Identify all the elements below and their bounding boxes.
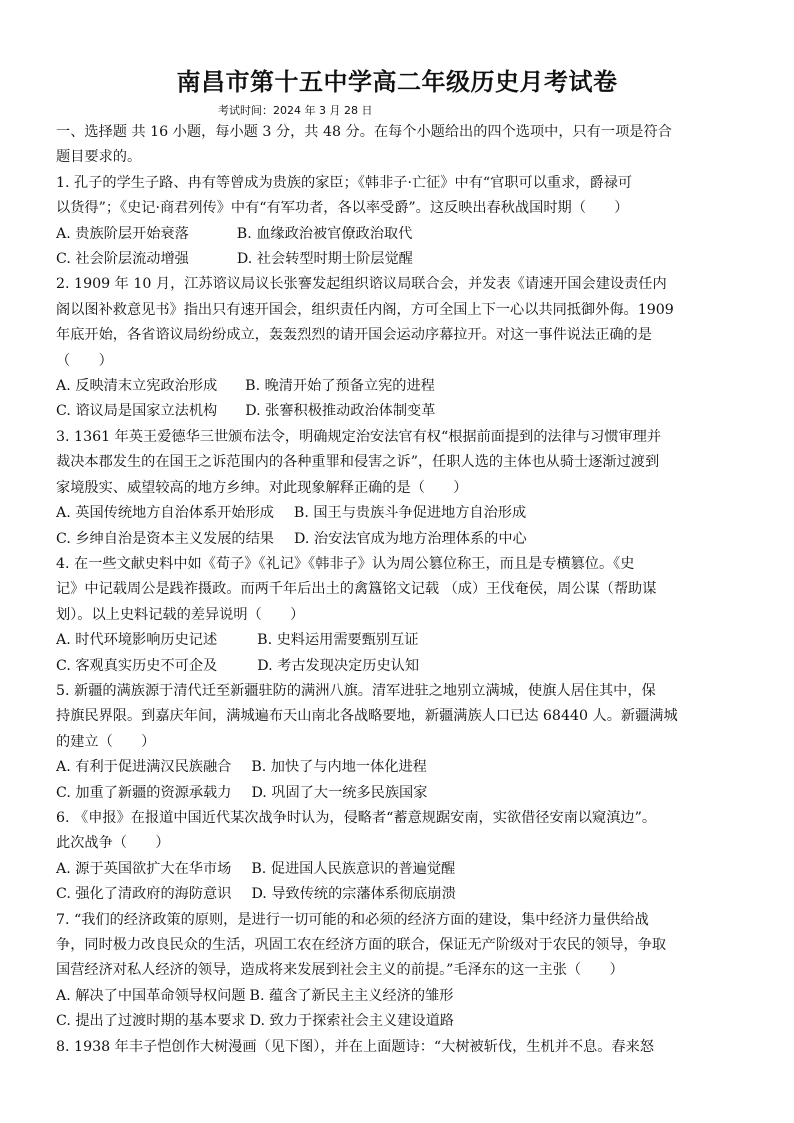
question-3-options-row-1 xyxy=(56,501,744,526)
option-c: C. 强化了清政府的海防意识 xyxy=(56,886,232,903)
question-2-line-4: （ ） xyxy=(56,352,113,369)
option-d: D. 张謇积极推动政治体制变革 xyxy=(245,403,436,420)
option-c: C. 加重了新疆的资源承载力 xyxy=(56,784,232,801)
option-c: C. 乡绅自治是资本主义发展的结果 xyxy=(56,530,274,547)
question-2-line-1: 2. 1909 年 10 月，江苏谘议局议长张謇发起组织谘议局联合会，并发表《请速开国会建设责任内 xyxy=(56,276,667,293)
question-6-line-2: 此次战争（ ） xyxy=(56,835,170,852)
option-d: D. 巩固了大一统多民族国家 xyxy=(251,784,428,801)
exam-time: 考试时间：2024 年 3 月 28 日 xyxy=(218,104,373,117)
option-d: D. 导致传统的宗藩体系彻底崩溃 xyxy=(251,886,456,903)
question-4-line-2: 记》中记载周公是践祚摄政。而两千年后出土的禽簋铭文记载 （成）王伐奄侯，周公谋（帮助谋 xyxy=(56,581,657,598)
option-a: A. 英国传统地方自治体系开始形成 xyxy=(56,505,274,522)
question-5-line-1: 5. 新疆的满族源于清代迁至新疆驻防的满洲八旗。清军进驻之地别立满城，使旗人居住其中，保 xyxy=(56,682,656,699)
question-5-line-2: 持旗民界限。到嘉庆年间，满城遍布天山南北各战略要地，新疆满族人口已达 68440 人。新疆满城 xyxy=(56,708,678,725)
exam-content xyxy=(56,120,744,1060)
question-7-line-1: 7. “我们的经济政策的原则，是进行一切可能的和必须的经济方面的建设，集中经济力量供给战 xyxy=(56,911,649,928)
option-a: A. 贵族阶层开始衰落 xyxy=(56,225,189,242)
option-b: B. 加快了与内地一体化进程 xyxy=(251,759,427,776)
option-c: C. 谘议局是国家立法机构 xyxy=(56,403,218,420)
question-7-line-2: 争，同时极力改良民众的生活，巩固工农在经济方面的联合，保证无产阶级对于农民的领导，争取 xyxy=(56,937,667,953)
option-a: A. 反映清末立宪政治形成 xyxy=(56,378,218,395)
question-7-line-3: 国营经济对私人经济的领导，造成将来发展到社会主义的前提。”毛泽东的这一主张（ ） xyxy=(56,962,624,979)
option-b: B. 促进国人民族意识的普遍觉醒 xyxy=(251,860,456,877)
question-6-options-row-2 xyxy=(56,882,744,907)
option-d: D. 致力于探索社会主义建设道路 xyxy=(249,1013,454,1030)
question-2-options-row-2 xyxy=(56,399,744,424)
question-6-line-1: 6. 《申报》在报道中国近代某次战争时认为，侵略者“蓄意规踞安南，实欲借径安南以窥滇边”。 xyxy=(56,809,657,826)
option-a: A. 时代环境影响历史记述 xyxy=(56,632,218,649)
question-6-options-row-1 xyxy=(56,857,744,882)
question-1-options-row-1 xyxy=(56,222,744,247)
question-4-options-row-1 xyxy=(56,628,744,653)
question-5-line-3: 的建立（ ） xyxy=(56,733,156,750)
option-b: B. 血缘政治被官僚政治取代 xyxy=(236,225,413,242)
question-1-line-1: 1. 孔子的学生子路、冉有等曾成为贵族的家臣；《韩非子·亡征》中有“官职可以重求，爵禄可 xyxy=(56,174,633,191)
question-7-options-row-2 xyxy=(56,1009,744,1034)
section-instruction: 一、选择题 共 16 小题，每小题 3 分，共 48 分。在每个小题给出的四个选项中，只有一项是符合 xyxy=(56,124,672,140)
question-3-options-row-2 xyxy=(56,527,744,552)
question-3-line-2: 裁决本郡发生的在国王之诉范围内的各种重罪和侵害之诉”，任职人选的主体也从骑士逐渐过渡到 xyxy=(56,454,660,471)
question-5-options-row-2 xyxy=(56,781,744,806)
question-4-line-3: 划）。以上史料记载的差异说明（ ） xyxy=(56,606,305,623)
option-a: A. 有利于促进满汉民族融合 xyxy=(56,759,232,776)
exam-title: 南昌市第十五中学高二年级历史月考试卷 xyxy=(176,68,618,96)
question-1-options-row-2 xyxy=(56,247,744,272)
question-2-line-3: 年底开始，各省谘议局纷纷成立，轰轰烈烈的请开国会运动序幕拉开。对这一事件说法正确的是 xyxy=(56,327,652,344)
option-a: A. 源于英国欲扩大在华市场 xyxy=(56,860,232,877)
option-b: B. 国王与贵族斗争促进地方自治形成 xyxy=(293,505,527,522)
section-instruction-cont: 题目要求的。 xyxy=(56,149,142,166)
option-c: C. 客观真实历史不可企及 xyxy=(56,657,218,674)
question-5-options-row-1 xyxy=(56,755,744,780)
option-d: D. 考古发现决定历史认知 xyxy=(257,657,420,674)
question-4-line-1: 4. 在一些文献史料中如《荀子》《礼记》《韩非子》认为周公篡位称王，而且是专横篡位。《史 xyxy=(56,555,635,572)
question-8-line-1: 8. 1938 年丰子恺创作大树漫画（见下图），并在上面题诗：“大树被斩伐，生机并不息。春来怒 xyxy=(56,1038,654,1055)
option-c: C. 提出了过渡时期的基本要求 xyxy=(56,1013,246,1030)
option-d: D. 社会转型时期士阶层觉醒 xyxy=(236,251,413,268)
question-7-options-row-1 xyxy=(56,984,744,1009)
question-3-line-3: 家境殷实、威望较高的地方乡绅。对此现象解释正确的是（ ） xyxy=(56,479,468,496)
question-1-line-2: 以货得”；《史记·商君列传》中有“有军功者，各以率受爵”。这反映出春秋战国时期（ ） xyxy=(56,200,629,217)
question-2-line-2: 阁以图补救意见书》指出只有速开国会，组织责任内阁，方可全国上下一心以共同抵御外侮。1909 xyxy=(56,301,674,318)
option-b: B. 晚清开始了预备立宪的进程 xyxy=(245,378,435,395)
option-c: C. 社会阶层流动增强 xyxy=(56,251,189,268)
option-a: A. 解决了中国革命领导权问题 xyxy=(56,987,246,1004)
option-d: D. 治安法官成为地方治理体系的中心 xyxy=(294,530,527,547)
question-3-line-1: 3. 1361 年英王爱德华三世颁布法令，明确规定治安法官有权“根据前面提到的法律与习惯审理并 xyxy=(56,428,662,445)
question-4-options-row-2 xyxy=(56,654,744,679)
option-b: B. 蕴含了新民主主义经济的雏形 xyxy=(249,987,454,1004)
question-2-options-row-1 xyxy=(56,374,744,399)
option-b: B. 史料运用需要甄别互证 xyxy=(257,632,419,649)
